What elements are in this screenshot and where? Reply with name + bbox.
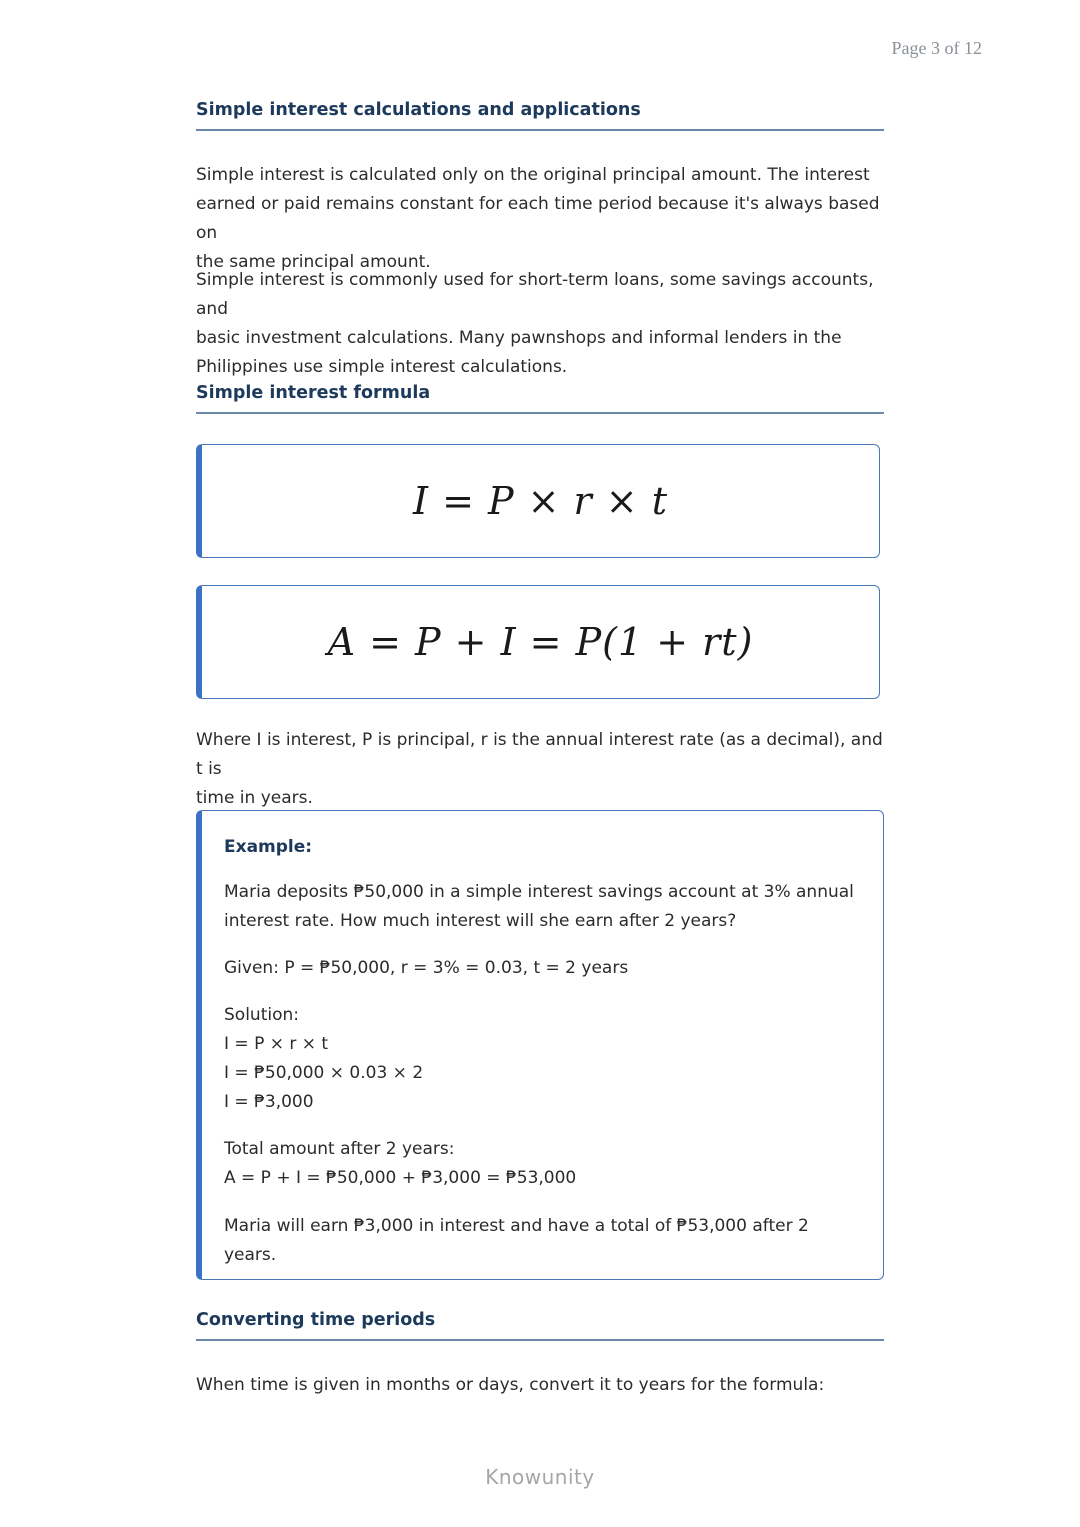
formula-box-interest: [196, 444, 880, 558]
text-line: time in years.: [196, 788, 313, 808]
paragraph-usage: [196, 266, 884, 382]
solution-line: I = ₱50,000 × 0.03 × 2: [224, 1063, 424, 1083]
total-line: A = P + I = ₱50,000 + ₱3,000 = ₱53,000: [224, 1168, 577, 1188]
paragraph-definition: [196, 161, 884, 277]
text-line: Where I is interest, P is principal, r is the annual interest rate (as a decimal), and t is: [196, 730, 883, 779]
example-question: [224, 878, 864, 936]
section-heading-converting: Converting time periods: [196, 1310, 884, 1341]
example-box: [196, 810, 884, 1280]
text-line: Simple interest is calculated only on the original principal amount. The interest: [196, 165, 870, 185]
paragraph-where: [196, 726, 884, 813]
text-line: Simple interest is commonly used for short-term loans, some savings accounts, and: [196, 270, 874, 319]
text-line: interest rate. How much interest will she earn after 2 years?: [224, 911, 737, 931]
solution-line: I = P × r × t: [224, 1034, 329, 1054]
solution-line: I = ₱3,000: [224, 1092, 314, 1112]
example-solution: [224, 1001, 864, 1117]
section-heading-simple-interest: Simple interest calculations and applications: [196, 100, 884, 131]
formula-amount: A = P + I = P(1 + rt): [327, 620, 754, 664]
page-number: Page 3 of 12: [891, 38, 982, 58]
total-label: Total amount after 2 years:: [224, 1139, 455, 1159]
section-heading-formula: Simple interest formula: [196, 383, 884, 414]
text-line: earned or paid remains constant for each time period because it's always based on: [196, 194, 880, 243]
footer-brand: Knowunity: [485, 1465, 595, 1489]
example-total: [224, 1135, 864, 1193]
formula-interest: I = P × r × t: [412, 479, 668, 523]
formula-box-amount: [196, 585, 880, 699]
example-conclusion: Maria will earn ₱3,000 in interest and have a total of ₱53,000 after 2 years.: [224, 1216, 809, 1265]
text-line: basic investment calculations. Many pawnshops and informal lenders in the: [196, 328, 842, 348]
example-given: Given: P = ₱50,000, r = 3% = 0.03, t = 2 years: [224, 958, 629, 978]
text-line: Philippines use simple interest calculations.: [196, 357, 568, 377]
text-line: the same principal amount.: [196, 252, 431, 272]
solution-label: Solution:: [224, 1005, 299, 1025]
text-line: Maria deposits ₱50,000 in a simple interest savings account at 3% annual: [224, 882, 854, 902]
example-title: Example:: [224, 837, 313, 857]
paragraph-converting: When time is given in months or days, convert it to years for the formula:: [196, 1375, 825, 1395]
